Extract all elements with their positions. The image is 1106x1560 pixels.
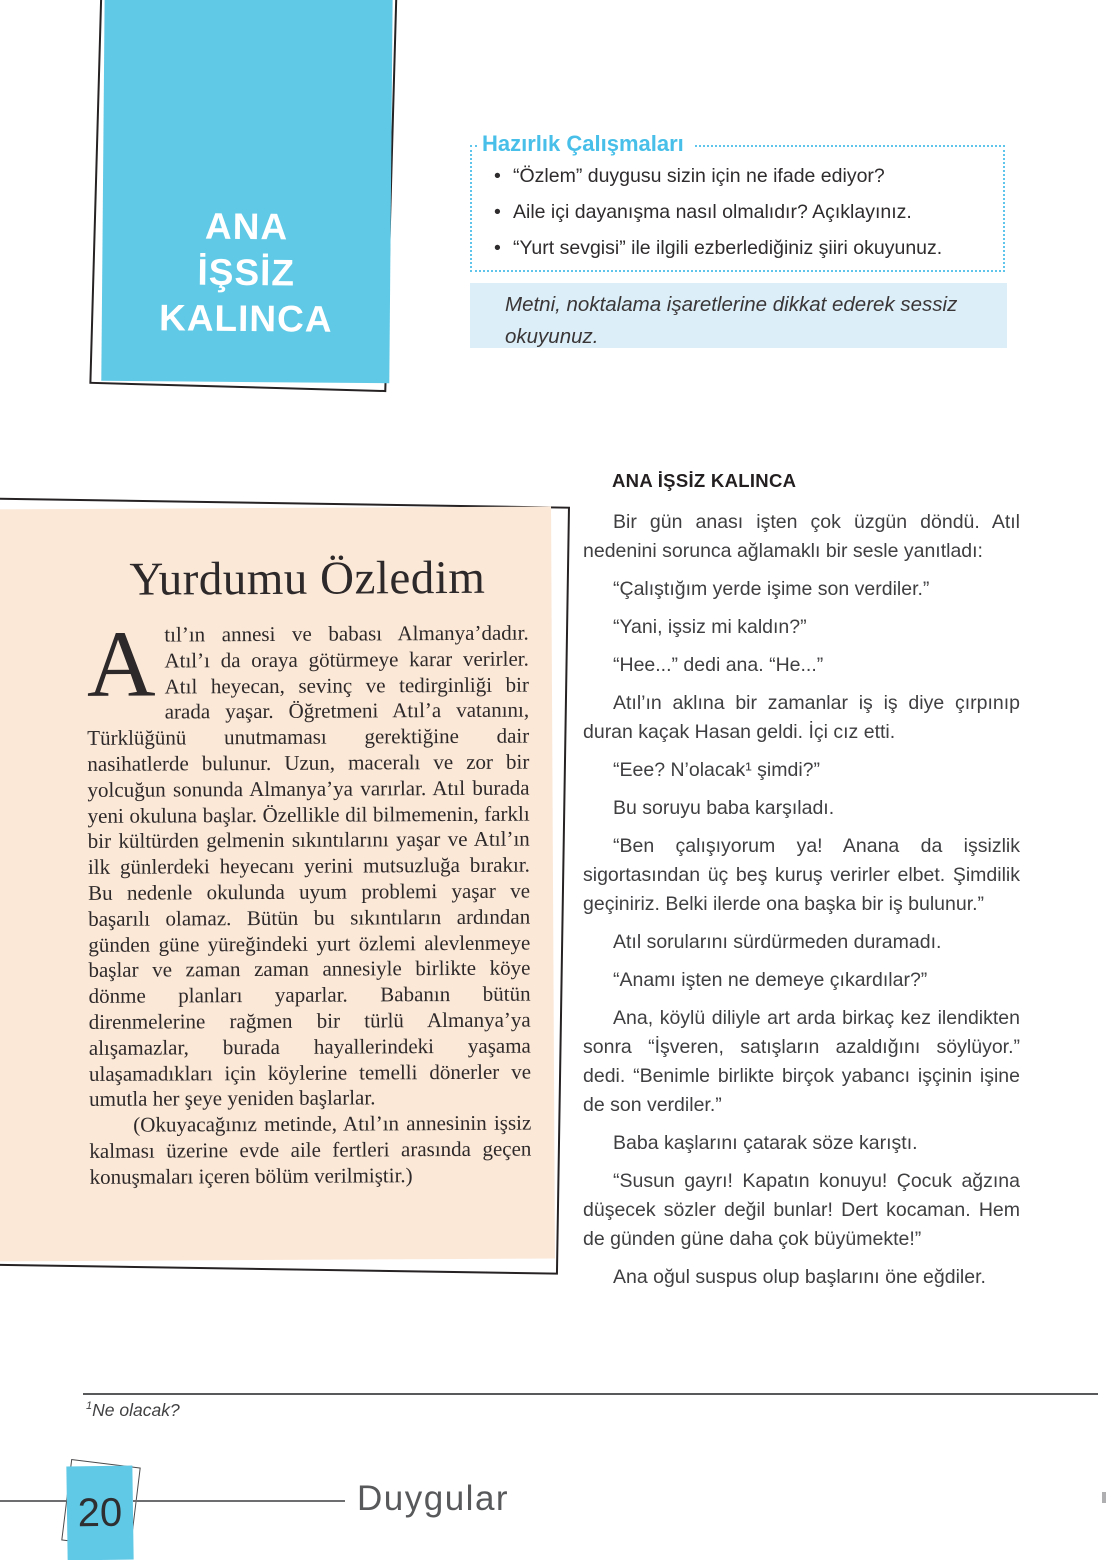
reading-title: Yurdumu Özledim [129,551,486,606]
prep-question-list [472,163,1003,262]
reading-intro-text: tıl’ın annesi ve babası Almanya’dadır. Atıl’ı da oraya götürmeye karar verirler. Atıl heyecan, sevinç ve tedirginliği bir arada yaşar. Öğretmeni Atıl’a vatanını, Türklüğünü unutmaması gerektiğine dair nasihatlerde bulunur. Uzun, maceralı ve zor bir yolcuğun sonunda Almanya’ya varırlar. Atıl burada yeni okuluna başlar. Özellikle dil bilmemenin, farklı bir kültürden gelmenin sıkıntılarını yaşar ve Atıl’ın ilk günlerdeki heyecanı yerini mutsuzluğa bırakır. Bu nedenle okulunda uyum problemi yaşar ve başarılı olamaz. Bütün bu sıkıntıların ardından günden güne yüreğindeki yurt özlemi alevlenmeye başlar ve zaman zaman annesiyle birlikte köye dönme planları yaparlar. Babanın bütün direnmelerine rağmen bir türlü Almanya’ya alışamazlar, burada hayallerindeki yaşama ulaşamadıkları için köylerine temelli dönerler ve umutla her şeye yeniden başlarlar. [87,620,532,1112]
footnote-divider [83,1393,1098,1395]
story-paragraph: Bu soruyu baba karşıladı. [613,797,835,819]
unit-title-line: KALINCA [158,297,333,340]
story-paragraph: “Susun gayrı! Kapatın konuyu! Çocuk ağzına düşecek sözler değil bunlar! Dert kocaman. Hem de günden güne daha çok büyümekte!” [583,1170,1020,1250]
story-paragraph: Atıl sorularını sürdürmeden duramadı. [613,931,942,953]
story-paragraph: Atıl’ın aklına bir zamanlar iş iş diye çırpınıp duran kaçak Hasan geldi. İçi cız etti. [583,692,1020,743]
story-paragraph: “Yani, işsiz mi kaldın?” [613,616,807,638]
story-paragraph: “Eee? N’olacak¹ şimdi?” [613,759,820,781]
prep-section [470,131,1005,272]
story-paragraph: Ana oğul suspus olup başlarını öne eğdiler. [613,1266,986,1288]
story-paragraph: “Hee...” dedi ana. “He...” [613,654,824,676]
page-number: 20 [77,1490,123,1535]
unit-title-line: İŞSİZ [197,251,296,294]
prep-question: • Aile içi dayanışma nasıl olmalıdır? Açıklayınız. [494,199,989,226]
story-paragraph: “Anamı işten ne demeye çıkardılar?” [613,969,928,991]
story-heading: ANA İŞSİZ KALINCA [612,470,797,491]
page-number-box [66,1466,133,1560]
story-paragraph: Ana, köylü diliyle art arda birkaç kez ilendikten sonra “İşveren, satışların azaldığını söylüyor.” dedi. “Benimle birlikte birçok yabancı işçinin işine de son verdiler.” [583,1007,1020,1116]
prep-question: • “Yurt sevgisi” ile ilgili ezberlediğiniz şiiri okuyunuz. [494,235,989,262]
prep-section-title: Hazırlık Çalışmaları [478,131,694,157]
footer-rule-left [0,1500,67,1502]
unit-title-line: ANA [204,205,289,248]
footnote-marker: 1 [86,1400,93,1413]
unit-title-card [101,0,392,383]
footer-rule-mid [133,1500,345,1502]
story-paragraph: “Ben çalışıyorum ya! Anana da işsizlik sigortasından üç beş kuruş verirler elbet. Şimdilik geçiniriz. Belki ilerde ona başka bir iş bulunur.” [583,835,1020,915]
section-label: Duygular [357,1479,510,1518]
footnote-text: Ne olacak? [92,1400,180,1420]
dropcap-letter: A [86,610,156,717]
story-paragraph: Bir gün anası işten çok üzgün döndü. Atıl nedenini sorunca ağlamaklı bir sesle yanıtladı: [583,511,1020,562]
reading-card [0,506,555,1261]
reading-intro-paragraph [86,610,532,1113]
reading-summary [86,610,532,1191]
story-paragraph: Baba kaşlarını çatarak söze karıştı. [613,1132,918,1154]
story-column [583,462,1020,1301]
page-edge-mark [1102,1492,1106,1503]
reading-note-paragraph: (Okuyacağınız metinde, Atıl’ın annesinin işsiz kalması üzerine evde aile fertleri arasında geçen konuşmaları içeren bölüm verilmiştir.) [89,1110,532,1189]
reading-instruction: Metni, noktalama işaretlerine dikkat ederek sessiz okuyunuz. [470,283,1007,348]
prep-question: • “Özlem” duygusu sizin için ne ifade ediyor? [494,163,989,190]
story-paragraph: “Çalıştığım yerde işime son verdiler.” [613,578,930,600]
footnote [86,1400,180,1421]
